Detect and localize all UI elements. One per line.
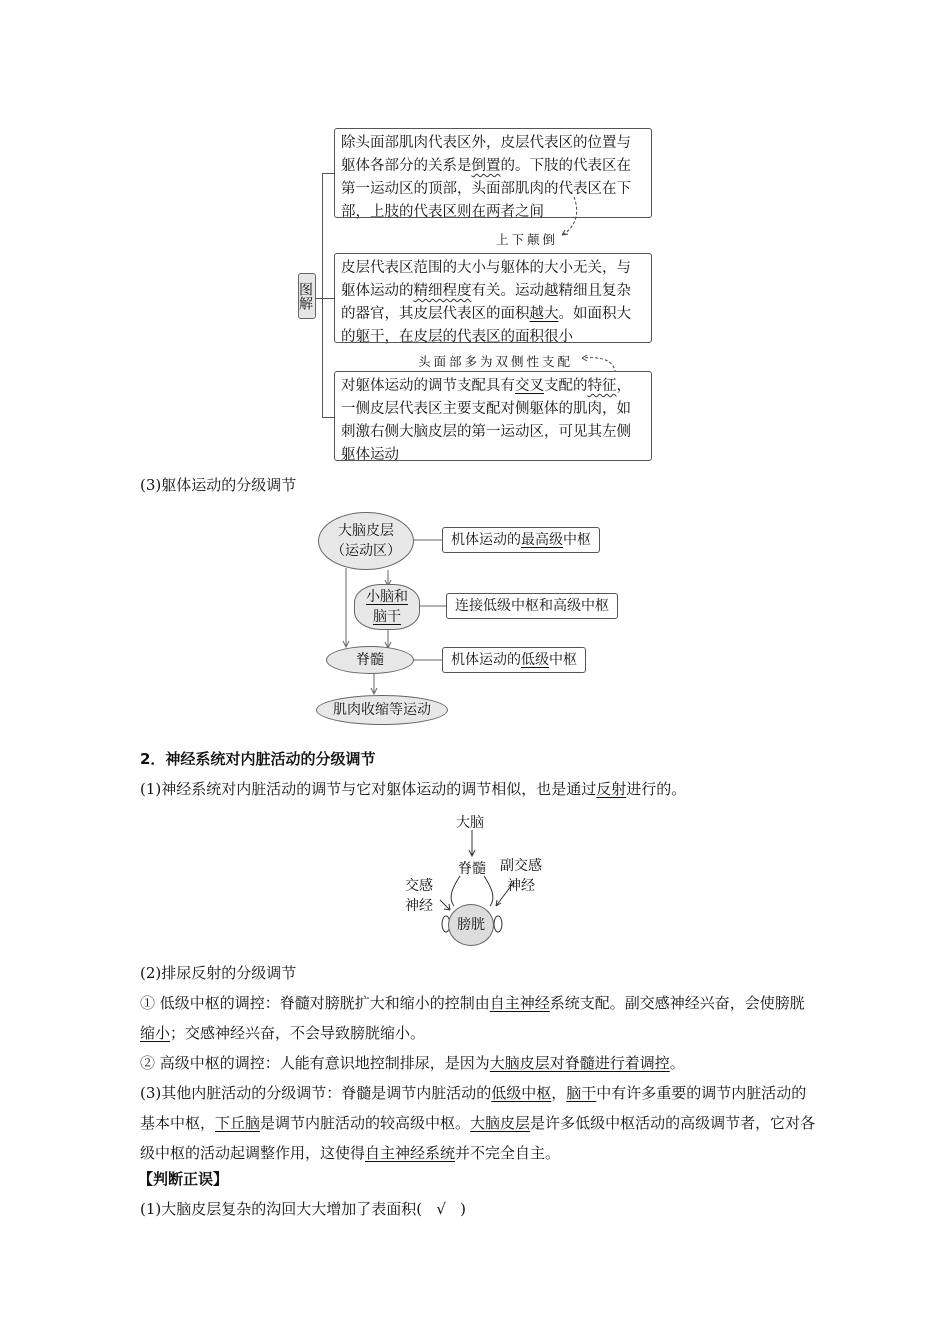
label-spinal: 脊髓 xyxy=(458,861,486,877)
bracket-tick xyxy=(322,298,334,299)
paragraph-micturition: (2)排尿反射的分级调节 xyxy=(140,964,297,982)
node-muscle-contraction: 肌肉收缩等运动 xyxy=(316,695,448,725)
node-bladder: 膀胱 xyxy=(448,904,494,946)
bracket-tick xyxy=(322,173,334,174)
label-lower-center: 机体运动的低级中枢 xyxy=(442,647,586,673)
note-bilateral: 头面部多为双侧性支配 xyxy=(418,354,574,369)
label-brain: 大脑 xyxy=(456,815,484,831)
paragraph-low-center: ① 低级中枢的调控：脊髓对膀胱扩大和缩小的控制由自主神经系统支配。副交感神经兴奋，会使膀胱缩小；交感神经兴奋，不会导致膀胱缩小。 xyxy=(140,994,805,1042)
paragraph-high-center: ② 高级中枢的调控：人能有意识地控制排尿，是因为大脑皮层对脊髓进行着调控。 xyxy=(140,1054,685,1072)
paragraph-reflex: (1)神经系统对内脏活动的调节与它对躯体运动的调节相似，也是通过反射进行的。 xyxy=(140,780,687,798)
info-box-inversion: 除头面部肌肉代表区外，皮层代表区的位置与躯体各部分的关系是倒置的。下肢的代表区在第一运动区的顶部，头面部肌肉的代表区在下部，上肢的代表区则在两者之间 xyxy=(334,128,652,218)
node-cerebral-cortex: 大脑皮层 （运动区） xyxy=(318,512,414,570)
question-1: (1)大脑皮层复杂的沟回大大增加了表面积( √ ) xyxy=(140,1194,816,1224)
section-heading-visceral: 2．神经系统对内脏活动的分级调节 xyxy=(140,750,376,768)
label-sympathetic: 交感 神经 xyxy=(405,878,433,914)
section-title-somatic: (3)躯体运动的分级调节 xyxy=(140,476,297,494)
node-cerebellum-brainstem: 小脑和 脑干 xyxy=(354,584,420,630)
answer-mark: √ xyxy=(436,1200,446,1218)
node-spinal-cord: 脊髓 xyxy=(326,646,414,674)
bracket-line xyxy=(322,173,323,417)
side-label: 图解 xyxy=(298,273,316,319)
label-parasympathetic: 副交感 神经 xyxy=(500,858,542,894)
bracket-tick xyxy=(322,417,334,418)
judge-heading: 【判断正误】 xyxy=(138,1170,229,1188)
label-highest-center: 机体运动的最高级中枢 xyxy=(442,527,600,553)
info-box-area: 皮层代表区范围的大小与躯体的大小无关，与躯体运动的精细程度有关。运动越精细且复杂的器官，其皮层代表区的面积越大。如面积大的躯干，在皮层的代表区的面积很小 xyxy=(334,253,652,343)
label-connector: 连接低级中枢和高级中枢 xyxy=(446,593,618,619)
info-box-crossed: 对躯体运动的调节支配具有交叉支配的特征，一侧皮层代表区主要支配对侧躯体的肌肉，如刺激右侧大脑皮层的第一运动区，可见其左侧躯体运动 xyxy=(334,371,652,461)
note-upside-down: 上下颠倒 xyxy=(496,232,559,247)
paragraph-other-visceral: (3)其他内脏活动的分级调节：脊髓是调节内脏活动的低级中枢，脑干中有许多重要的调节内脏活动的基本中枢，下丘脑是调节内脏活动的较高级中枢。大脑皮层是许多低级中枢活动的高级调节者，它对各级中枢的活动起调整作用，这使得自主神经系统并不完全自主。 xyxy=(140,1084,816,1162)
